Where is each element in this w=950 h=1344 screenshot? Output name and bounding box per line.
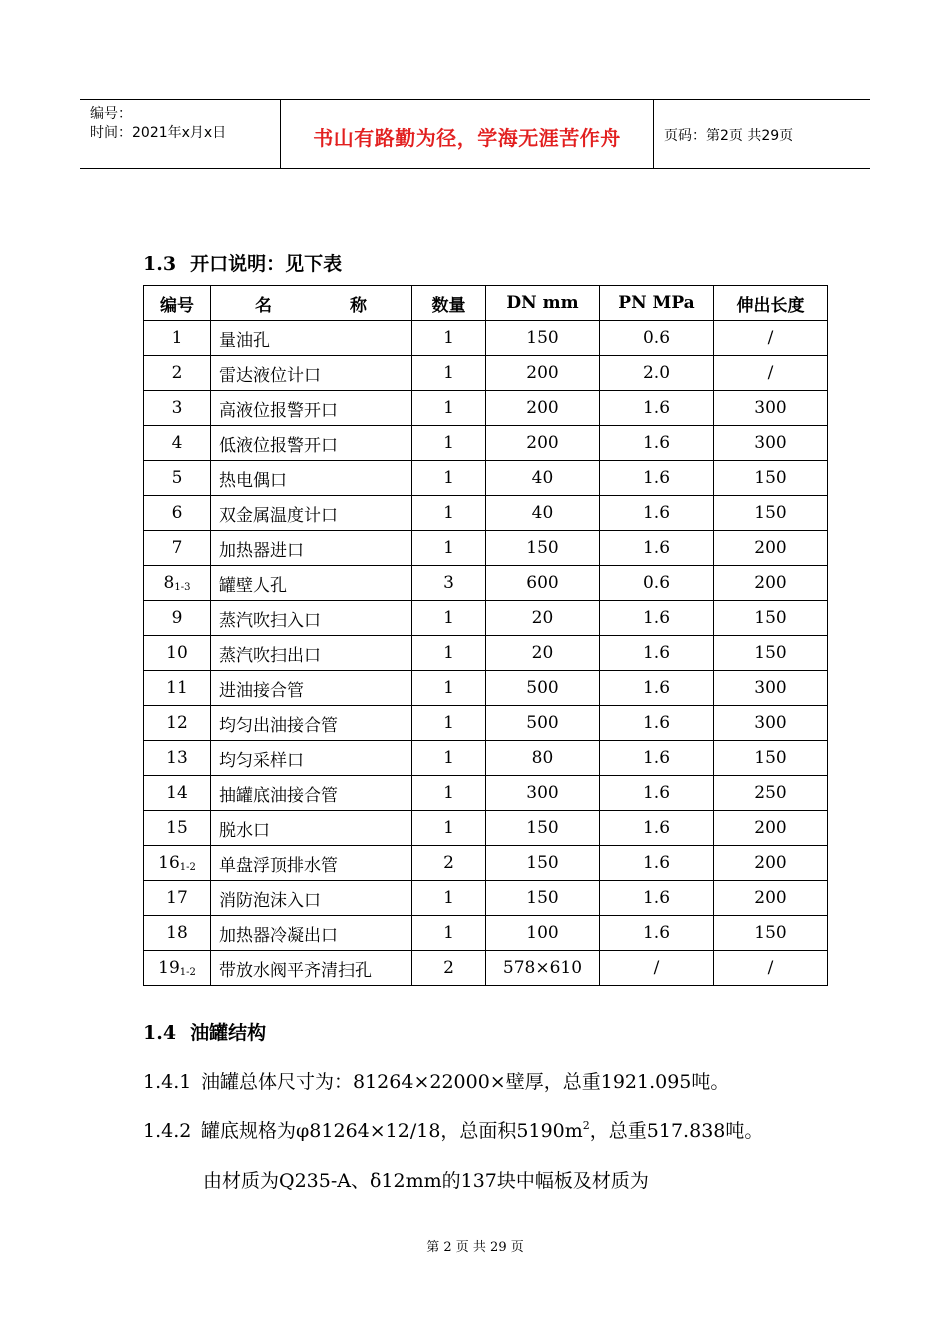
table-row <box>144 706 828 741</box>
cell-pn: 1.6 <box>600 811 714 846</box>
cell-dn: 20 <box>486 601 600 636</box>
cell-ext: / <box>714 951 828 986</box>
cell-no <box>144 741 211 776</box>
table-row <box>144 881 828 916</box>
row-number: 5 <box>171 468 183 488</box>
row-number: 10 <box>166 643 188 663</box>
cell-qty: 1 <box>412 636 486 671</box>
paragraph-1-4-1 <box>143 1067 729 1094</box>
page-footer: 第 2 页 共 29 页 <box>426 1240 524 1255</box>
cell-qty: 1 <box>412 811 486 846</box>
cell-ext: 200 <box>714 566 828 601</box>
cell-pn: 1.6 <box>600 706 714 741</box>
cell-pn: 1.6 <box>600 881 714 916</box>
cell-ext: 200 <box>714 531 828 566</box>
cell-ext: 300 <box>714 671 828 706</box>
cell-name: 脱水口 <box>211 811 412 846</box>
row-number: 19 <box>158 958 180 978</box>
section-title: 油罐结构 <box>190 1022 267 1044</box>
row-number: 7 <box>171 538 183 558</box>
cell-dn: 150 <box>486 531 600 566</box>
table-row <box>144 671 828 706</box>
cell-name: 进油接合管 <box>211 671 412 706</box>
cell-no <box>144 321 211 356</box>
cell-dn: 200 <box>486 391 600 426</box>
cell-no <box>144 496 211 531</box>
cell-qty: 1 <box>412 706 486 741</box>
cell-no <box>144 811 211 846</box>
table-row <box>144 951 828 986</box>
header-meta <box>80 100 281 168</box>
row-number: 14 <box>166 783 188 803</box>
table-row <box>144 776 828 811</box>
cell-no <box>144 846 211 881</box>
cell-dn: 20 <box>486 636 600 671</box>
table-row <box>144 391 828 426</box>
motto-text: 书山有路勤为径，学海无涯苦作舟 <box>313 126 621 150</box>
cell-dn: 150 <box>486 811 600 846</box>
cell-dn: 100 <box>486 916 600 951</box>
col-header-dn: DN mm <box>486 286 600 321</box>
cell-qty: 1 <box>412 391 486 426</box>
cell-qty: 1 <box>412 741 486 776</box>
table-row <box>144 426 828 461</box>
col-header-name <box>211 286 412 321</box>
cell-name: 量油孔 <box>211 321 412 356</box>
table-row <box>144 846 828 881</box>
page-info: 页码：第2页 共29页 <box>664 128 794 144</box>
cell-qty: 1 <box>412 496 486 531</box>
cell-ext: 300 <box>714 391 828 426</box>
cell-ext: 300 <box>714 426 828 461</box>
page-header <box>80 99 870 169</box>
cell-qty: 1 <box>412 356 486 391</box>
table-row <box>144 601 828 636</box>
cell-ext: / <box>714 356 828 391</box>
cell-name: 消防泡沫入口 <box>211 881 412 916</box>
cell-no <box>144 636 211 671</box>
cell-ext: / <box>714 321 828 356</box>
cell-dn: 200 <box>486 426 600 461</box>
cell-dn: 200 <box>486 356 600 391</box>
cell-qty: 1 <box>412 916 486 951</box>
cell-name: 罐壁人孔 <box>211 566 412 601</box>
cell-pn: / <box>600 951 714 986</box>
cell-name: 加热器进口 <box>211 531 412 566</box>
cell-dn: 300 <box>486 776 600 811</box>
cell-dn: 578×610 <box>486 951 600 986</box>
cell-ext: 150 <box>714 741 828 776</box>
cell-name: 蒸汽吹扫出口 <box>211 636 412 671</box>
cell-pn: 0.6 <box>600 566 714 601</box>
cell-pn: 1.6 <box>600 846 714 881</box>
paragraph-1-4-2 <box>143 1116 763 1143</box>
cell-ext: 150 <box>714 916 828 951</box>
table-row <box>144 636 828 671</box>
cell-pn: 1.6 <box>600 426 714 461</box>
openings-table <box>143 285 828 986</box>
cell-no <box>144 356 211 391</box>
table-row <box>144 321 828 356</box>
cell-name: 双金属温度计口 <box>211 496 412 531</box>
row-number: 16 <box>158 853 180 873</box>
col-header-ext: 伸出长度 <box>714 286 828 321</box>
row-number: 13 <box>166 748 188 768</box>
cell-ext: 150 <box>714 601 828 636</box>
cell-name: 带放水阀平齐清扫孔 <box>211 951 412 986</box>
code-label: 编号： <box>90 106 132 122</box>
row-number-subscript: 1-3 <box>174 582 191 593</box>
cell-dn: 600 <box>486 566 600 601</box>
row-number: 17 <box>166 888 188 908</box>
cell-ext: 200 <box>714 811 828 846</box>
table-row <box>144 356 828 391</box>
header-motto-cell <box>281 100 654 168</box>
paragraph-number: 1.4.2 <box>143 1120 192 1142</box>
col-header-no: 编号 <box>144 286 211 321</box>
col-header-name-b: 称 <box>350 295 367 316</box>
section-number: 1.3 <box>143 253 177 275</box>
cell-name: 单盘浮顶排水管 <box>211 846 412 881</box>
row-number: 15 <box>166 818 188 838</box>
cell-ext: 150 <box>714 461 828 496</box>
cell-no <box>144 601 211 636</box>
cell-pn: 1.6 <box>600 671 714 706</box>
table-row <box>144 741 828 776</box>
cell-no <box>144 531 211 566</box>
cell-qty: 1 <box>412 601 486 636</box>
row-number: 8 <box>163 573 175 593</box>
cell-no <box>144 671 211 706</box>
row-number-subscript: 1-2 <box>179 967 196 978</box>
cell-ext: 150 <box>714 496 828 531</box>
cell-no <box>144 426 211 461</box>
section-heading-1-3 <box>143 249 342 276</box>
paragraph-continuation: 由材质为Q235-A、δ12mm的137块中幅板及材质为 <box>203 1170 649 1192</box>
cell-pn: 2.0 <box>600 356 714 391</box>
cell-dn: 40 <box>486 496 600 531</box>
cell-qty: 1 <box>412 881 486 916</box>
row-number: 12 <box>166 713 188 733</box>
cell-name: 高液位报警开口 <box>211 391 412 426</box>
row-number: 1 <box>171 328 183 348</box>
superscript-2: 2 <box>582 1119 590 1132</box>
cell-dn: 150 <box>486 321 600 356</box>
date-label: 时间：2021年x月x日 <box>90 125 227 141</box>
section-number: 1.4 <box>143 1022 177 1044</box>
col-header-name-a: 名 <box>255 295 272 316</box>
paragraph-text: 油罐总体尺寸为：81264×22000×壁厚，总重1921.095吨。 <box>201 1071 730 1093</box>
cell-dn: 500 <box>486 706 600 741</box>
cell-qty: 1 <box>412 426 486 461</box>
cell-qty: 2 <box>412 846 486 881</box>
cell-name: 热电偶口 <box>211 461 412 496</box>
row-number: 18 <box>166 923 188 943</box>
cell-no <box>144 776 211 811</box>
col-header-pn: PN MPa <box>600 286 714 321</box>
table-row <box>144 496 828 531</box>
cell-dn: 40 <box>486 461 600 496</box>
cell-pn: 1.6 <box>600 741 714 776</box>
cell-dn: 150 <box>486 846 600 881</box>
cell-pn: 1.6 <box>600 496 714 531</box>
row-number: 11 <box>166 678 188 698</box>
cell-no <box>144 391 211 426</box>
cell-dn: 500 <box>486 671 600 706</box>
table-row <box>144 811 828 846</box>
paragraph-text-a: 罐底规格为φ81264×12/18，总面积5190m <box>201 1120 583 1142</box>
cell-qty: 1 <box>412 321 486 356</box>
cell-ext: 150 <box>714 636 828 671</box>
table-row <box>144 531 828 566</box>
cell-pn: 0.6 <box>600 321 714 356</box>
table-row <box>144 461 828 496</box>
section-heading-1-4 <box>143 1018 266 1045</box>
row-number: 9 <box>171 608 183 628</box>
cell-no <box>144 566 211 601</box>
cell-qty: 1 <box>412 461 486 496</box>
paragraph-text-b: ，总重517.838吨。 <box>589 1120 764 1142</box>
cell-name: 抽罐底油接合管 <box>211 776 412 811</box>
row-number: 3 <box>171 398 183 418</box>
cell-pn: 1.6 <box>600 601 714 636</box>
paragraph-number: 1.4.1 <box>143 1071 192 1093</box>
cell-qty: 3 <box>412 566 486 601</box>
cell-dn: 150 <box>486 881 600 916</box>
cell-ext: 200 <box>714 881 828 916</box>
cell-name: 蒸汽吹扫入口 <box>211 601 412 636</box>
table-row <box>144 566 828 601</box>
table-row <box>144 916 828 951</box>
cell-name: 加热器冷凝出口 <box>211 916 412 951</box>
cell-no <box>144 916 211 951</box>
header-page-cell <box>654 100 870 168</box>
cell-no <box>144 461 211 496</box>
cell-qty: 1 <box>412 671 486 706</box>
cell-name: 均匀采样口 <box>211 741 412 776</box>
cell-ext: 200 <box>714 846 828 881</box>
cell-pn: 1.6 <box>600 531 714 566</box>
row-number: 6 <box>171 503 183 523</box>
cell-name: 雷达液位计口 <box>211 356 412 391</box>
cell-dn: 80 <box>486 741 600 776</box>
cell-pn: 1.6 <box>600 391 714 426</box>
cell-pn: 1.6 <box>600 636 714 671</box>
cell-pn: 1.6 <box>600 776 714 811</box>
cell-no <box>144 881 211 916</box>
cell-qty: 1 <box>412 776 486 811</box>
cell-pn: 1.6 <box>600 916 714 951</box>
row-number: 4 <box>171 433 183 453</box>
row-number-subscript: 1-2 <box>179 862 196 873</box>
cell-ext: 300 <box>714 706 828 741</box>
cell-qty: 2 <box>412 951 486 986</box>
section-title: 开口说明：见下表 <box>190 253 343 275</box>
cell-name: 均匀出油接合管 <box>211 706 412 741</box>
cell-pn: 1.6 <box>600 461 714 496</box>
table-header-row <box>144 286 828 321</box>
cell-qty: 1 <box>412 531 486 566</box>
cell-ext: 250 <box>714 776 828 811</box>
cell-name: 低液位报警开口 <box>211 426 412 461</box>
col-header-qty: 数量 <box>412 286 486 321</box>
row-number: 2 <box>171 363 183 383</box>
cell-no <box>144 951 211 986</box>
cell-no <box>144 706 211 741</box>
